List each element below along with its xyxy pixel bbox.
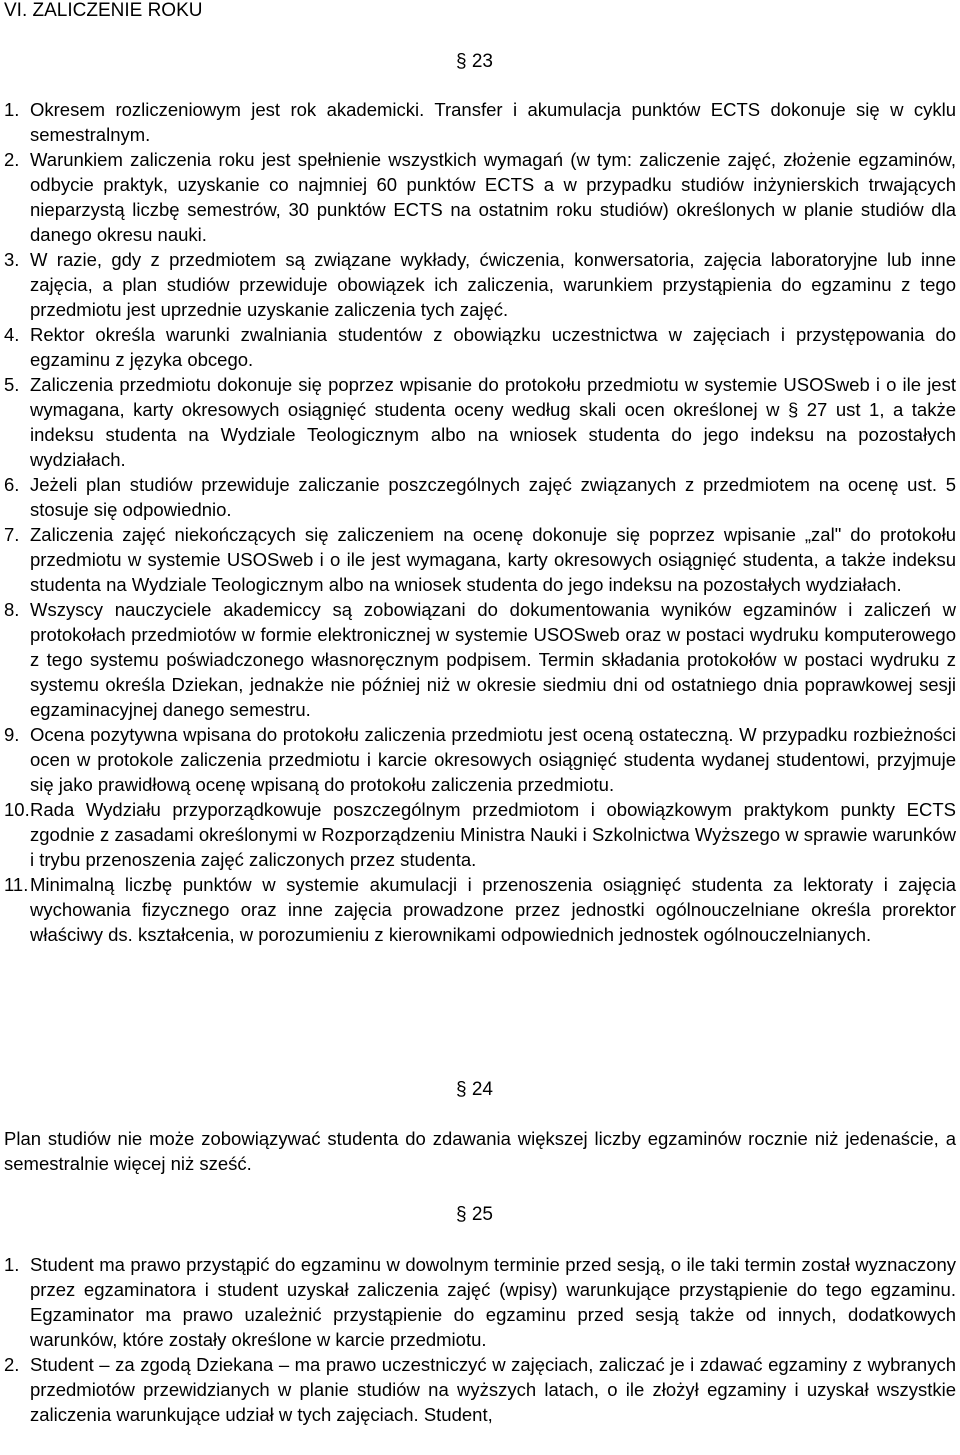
list-item (4, 247, 956, 322)
item-text: Rada Wydziału przyporządkowuje poszczególnym przedmiotom i obowiązkowym praktykom punkty ECTS zgodnie z zasadami określonymi w Rozporządzeniu Ministra Nauki i Szkolnictwa Wyższego w sprawie warunków i trybu przenoszenia zajęć zaliczonych przez studenta. (30, 799, 956, 870)
item-number: 2. (4, 149, 20, 170)
item-number: 5. (4, 374, 20, 395)
list-item (4, 147, 956, 247)
list-item (4, 322, 956, 372)
item-text: Minimalną liczbę punktów w systemie akumulacji i przenoszenia osiągnięć studenta za lektoraty i zajęcia wychowania fizycznego oraz inne zajęcia prowadzone przez jednostki ogólnouczelniane określa prorektor właściwy ds. kształcenia, w porozumieniu z kierownikami odpowiednich jednostek ogólnouczelnianych. (30, 874, 956, 945)
list-item (4, 97, 956, 147)
list-item (4, 372, 956, 472)
list-item (4, 1252, 956, 1352)
list-item (4, 872, 956, 947)
section-24-heading: § 24 (456, 1079, 493, 1100)
item-text: Student ma prawo przystąpić do egzaminu w dowolnym terminie przed sesją, o ile taki termin został wyznaczony przez egzaminatora i student uzyskał zaliczenia zajęć (wpisy) warunkujące przystąpienie do tego egzaminu. Egzaminator ma prawo uzależnić przystąpienie do egzaminu przed sesją także od innych, dodatkowych warunków, które zostały określone w karcie przedmiotu. (30, 1254, 956, 1350)
item-text: Okresem rozliczeniowym jest rok akademicki. Transfer i akumulacja punktów ECTS dokonuje się w cyklu semestralnym. (30, 99, 956, 145)
section-23-list (4, 97, 956, 947)
item-text: Student – za zgodą Dziekana – ma prawo uczestniczyć w zajęciach, zaliczać je i zdawać egzaminy z wybranych przedmiotów przewidzianych w planie studiów na wyższych latach, o ile złożył egzaminy i uzyskał wszystkie zaliczenia warunkujące udział w tych zajęciach. Student, (30, 1354, 956, 1425)
item-number: 10. (4, 799, 30, 820)
item-text: W razie, gdy z przedmiotem są związane wykłady, ćwiczenia, konwersatoria, zajęcia laboratoryjne lub inne zajęcia, a plan studiów przewiduje obowiązek ich zaliczenia, warunkiem przystąpienia do egzaminu z tego przedmiotu jest uprzednie uzyskanie zaliczenia tych zajęć. (30, 249, 956, 320)
list-item (4, 722, 956, 797)
list-item (4, 472, 956, 522)
section-24-text: Plan studiów nie może zobowiązywać studenta do zdawania większej liczby egzaminów rocznie niż jedenaście, a semestralnie więcej niż sześć. (4, 1128, 956, 1174)
item-number: 1. (4, 99, 20, 120)
item-text: Zaliczenia zajęć niekończących się zaliczeniem na ocenę dokonuje się poprzez wpisanie „zal" do protokołu przedmiotu w systemie USOSweb i o ile jest wymagana, karty okresowych osiągnięć studenta, a także indeksu studenta na Wydziale Teologicznym albo na wniosek studenta do jego indeksu na pozostałych wydziałach. (30, 524, 956, 595)
item-text: Rektor określa warunki zwalniania studentów z obowiązku uczestnictwa w zajęciach i przystępowania do egzaminu z języka obcego. (30, 324, 956, 370)
item-number: 6. (4, 474, 20, 495)
item-text: Warunkiem zaliczenia roku jest spełnienie wszystkich wymagań (w tym: zaliczenie zajęć, złożenie egzaminów, odbycie praktyk, uzyskanie co najmniej 60 punktów ECTS a w przypadku studiów inżynierskich trwających nieparzystą liczbę semestrów, 30 punktów ECTS na ostatnim roku studiów) określonych w planie studiów dla danego okresu nauki. (30, 149, 956, 245)
item-number: 7. (4, 524, 20, 545)
list-item (4, 522, 956, 597)
item-number: 11. (4, 874, 29, 895)
item-text: Wszyscy nauczyciele akademiccy są zobowiązani do dokumentowania wyników egzaminów i zaliczeń w protokołach przedmiotów w formie elektronicznej w systemie USOSweb oraz w postaci wydruku komputerowego z tego systemu poświadczonego własnoręcznym podpisem. Termin składania protokołów w postaci wydruku z systemu określa Dziekan, jednakże nie później niż w okresie siedmiu dni od ostatniego dnia poprawkowej sesji egzaminacyjnej danego semestru. (30, 599, 956, 720)
list-item (4, 797, 956, 872)
section-25-heading: § 25 (456, 1204, 493, 1225)
item-number: 3. (4, 249, 20, 270)
item-text: Jeżeli plan studiów przewiduje zaliczanie poszczególnych zajęć związanych z przedmiotem na ocenę ust. 5 stosuje się odpowiednio. (30, 474, 956, 520)
list-item (4, 1352, 956, 1427)
section-23-heading: § 23 (456, 51, 493, 72)
item-number: 9. (4, 724, 20, 745)
item-number: 1. (4, 1254, 20, 1275)
item-number: 4. (4, 324, 20, 345)
item-text: Zaliczenia przedmiotu dokonuje się poprzez wpisanie do protokołu przedmiotu w systemie USOSweb i o ile jest wymagana, karty okresowych osiągnięć studenta oceny według skali ocen określonej w § 27 ust 1, a także indeksu studenta na Wydziale Teologicznym albo na wniosek studenta do jego indeksu na pozostałych wydziałach. (30, 374, 956, 470)
item-number: 2. (4, 1354, 20, 1375)
item-number: 8. (4, 599, 20, 620)
list-item (4, 597, 956, 722)
chapter-title: VI. ZALICZENIE ROKU (4, 0, 203, 21)
item-text: Ocena pozytywna wpisana do protokołu zaliczenia przedmiotu jest oceną ostateczną. W przypadku rozbieżności ocen w protokole zaliczenia przedmiotu i karcie okresowych osiągnięć studenta wydanej studentowi, przyjmuje się jako prawidłową ocenę wpisaną do protokołu zaliczenia przedmiotu. (30, 724, 956, 795)
section-25-list (4, 1252, 956, 1427)
